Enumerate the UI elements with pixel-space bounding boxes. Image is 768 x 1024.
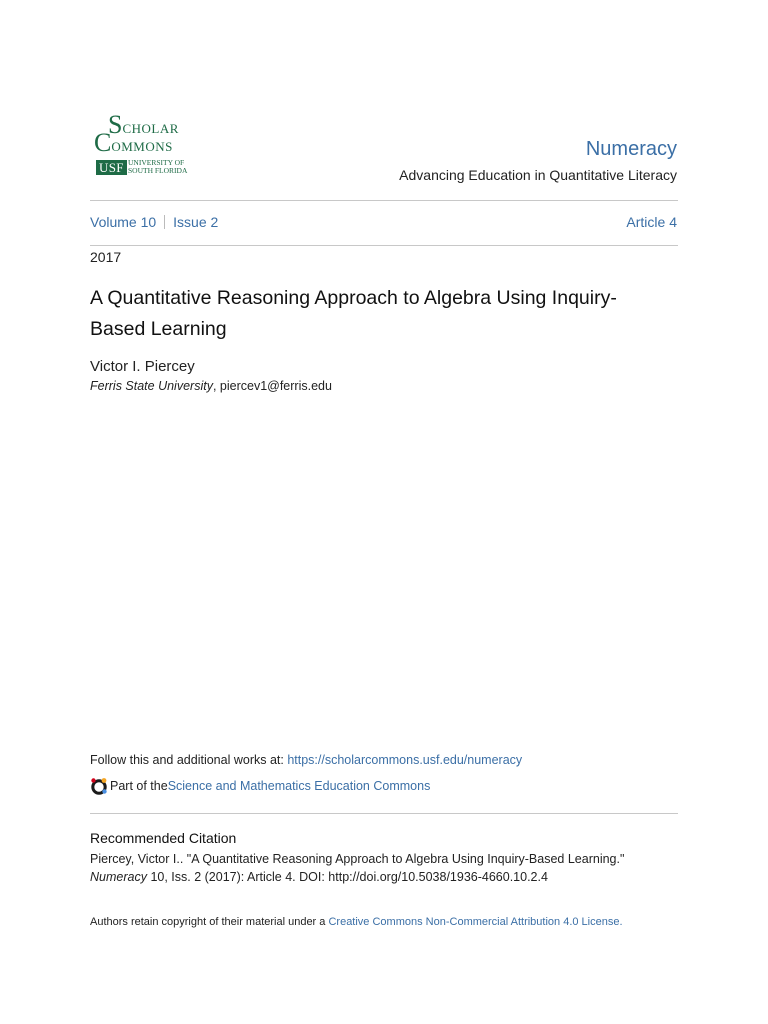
citation-text: Piercey, Victor I.. "A Quantitative Reasoning Approach to Algebra Using Inquiry-Based Learning." Numeracy 10, Iss. 2 (2017): Article 4. DOI: http://doi.org/10.5038/1936-4660.10.2.4 (90, 852, 625, 884)
volume-issue-row (90, 214, 218, 230)
footer-divider (90, 813, 678, 814)
author-name: Victor I. Piercey (90, 358, 195, 375)
publication-year: 2017 (90, 249, 122, 265)
license-line (90, 916, 623, 928)
logo-scholar-text: SCHOLAR (108, 110, 179, 139)
logo-usf-badge: USF (96, 160, 127, 175)
volume-issue-separator (164, 215, 165, 229)
scholar-commons-logo (94, 112, 204, 182)
logo-university-text: UNIVERSITY OF SOUTH FLORIDA (128, 158, 188, 175)
author-email: , piercev1@ferris.edu (212, 379, 332, 393)
license-text: Authors retain copyright of their material under a (90, 916, 329, 928)
part-of-text: Part of the (110, 779, 168, 793)
volume-link[interactable]: Volume 10 (90, 214, 157, 230)
follow-text: Follow this and additional works at: (90, 753, 288, 767)
article-number-link[interactable]: Article 4 (626, 214, 677, 230)
citation-journal: Numeracy (90, 870, 147, 884)
part-of-line (90, 777, 430, 795)
header-divider (90, 200, 678, 201)
volume-divider (90, 245, 678, 246)
recommended-citation-heading: Recommended Citation (90, 830, 237, 846)
journal-title-link[interactable]: Numeracy (585, 138, 677, 160)
follow-line (90, 753, 522, 767)
logo-commons-text: COMMONS (94, 128, 173, 157)
article-title: A Quantitative Reasoning Approach to Algebra Using Inquiry-Based Learning (90, 287, 617, 340)
author-affiliation (90, 379, 332, 393)
affiliation-institution: Ferris State University (90, 379, 213, 393)
discipline-link[interactable]: Science and Mathematics Education Commons (167, 779, 431, 793)
issue-link[interactable]: Issue 2 (173, 214, 219, 230)
license-link[interactable]: Creative Commons Non-Commercial Attribution 4.0 License. (328, 916, 623, 928)
follow-link[interactable]: https://scholarcommons.usf.edu/numeracy (287, 753, 523, 767)
network-commons-icon (90, 777, 108, 795)
journal-subtitle: Advancing Education in Quantitative Literacy (399, 167, 677, 183)
